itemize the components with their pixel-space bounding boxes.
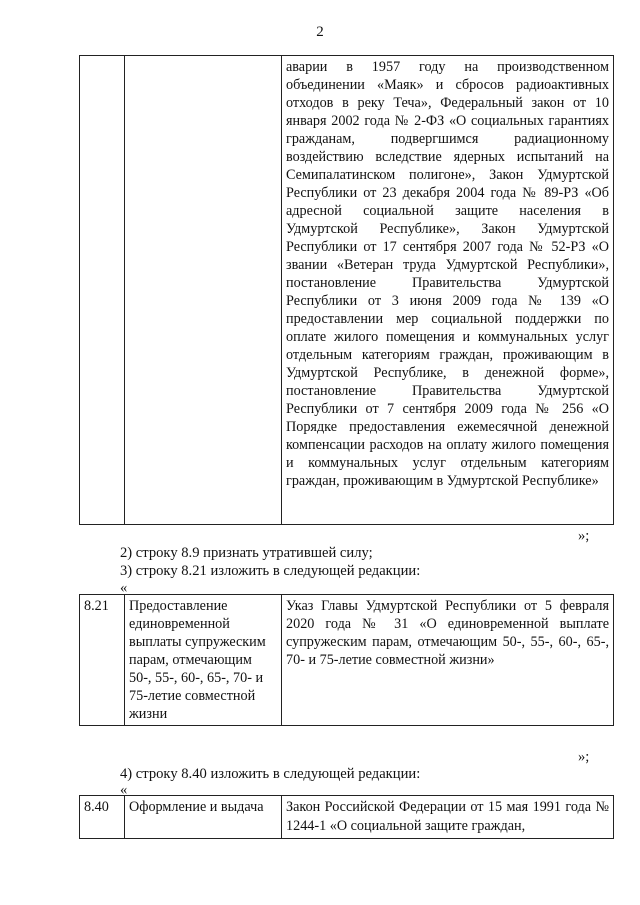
row-number-cell	[80, 56, 125, 525]
table-row	[80, 56, 614, 525]
row-number-cell: 8.21	[80, 595, 125, 726]
closing-quote: »;	[578, 528, 590, 544]
opening-quote: «	[120, 782, 128, 798]
row-number-cell: 8.40	[80, 796, 125, 839]
page-number: 2	[316, 24, 324, 40]
closing-quote: »;	[578, 749, 590, 765]
opening-quote: «	[120, 580, 128, 596]
row-basis-cell: Указ Главы Удмуртской Республики от 5 февраля 2020 года № 31 «О единовременной выплате супружеским парам, отмечающим 50-, 55-, 60-, 65-, 70- и 75-летие совместной жизни»	[282, 595, 614, 726]
table-row	[80, 595, 614, 726]
row-basis-cell: Закон Российской Федерации от 15 мая 1991 года № 1244-1 «О социальной защите граждан,	[282, 796, 614, 839]
table-row-8-21	[79, 594, 614, 726]
table-row	[80, 796, 614, 839]
table-continuation	[79, 55, 614, 525]
row-basis-cell: аварии в 1957 году на производственном объединении «Маяк» и сбросов радиоактивных отходов в реку Теча», Федеральный закон от 10 января 2002 года № 2-ФЗ «О социальных гарантиях гражданам, подвергшимся радиационному воздействию вследствие ядерных испытаний на Семипалатинском полигоне», Закон Удмуртской Республики от 23 декабря 2004 года № 89-РЗ «Об адресной социальной защите населения в Удмуртской Республике», Закон Удмуртской Республики от 17 сентября 2007 года № 52-РЗ «О звании «Ветеран труда Удмуртской Республики», постановление Правительства Удмуртской Республики от 3 июня 2009 года № 139 «О предоставлении мер социальной поддержки по оплате жилого помещения и коммунальных услуг отдельным категориям граждан, проживающим в Удмуртской Республике, в денежной форме», постановление Правительства Удмуртской Республики от 7 сентября 2009 года № 256 «О Порядке предоставления ежемесячной денежной компенсации расходов на оплату жилого помещения и коммунальных услуг отдельным категориям граждан, проживающим в Удмуртской Республике»	[282, 56, 614, 525]
row-name-cell	[125, 56, 282, 525]
row-name-cell: Оформление и выдача	[125, 796, 282, 839]
row-name-cell: Предоставление единовременной выплаты супружеским парам, отмечающим 50-, 55-, 60-, 65-, 70- и 75-летие совместной жизни	[125, 595, 282, 726]
instruction-line-3: 3) строку 8.21 изложить в следующей редакции:	[120, 563, 421, 579]
instruction-line-4: 4) строку 8.40 изложить в следующей редакции:	[120, 766, 421, 782]
table-row-8-40	[79, 795, 614, 839]
instruction-line-2: 2) строку 8.9 признать утратившей силу;	[120, 545, 373, 561]
